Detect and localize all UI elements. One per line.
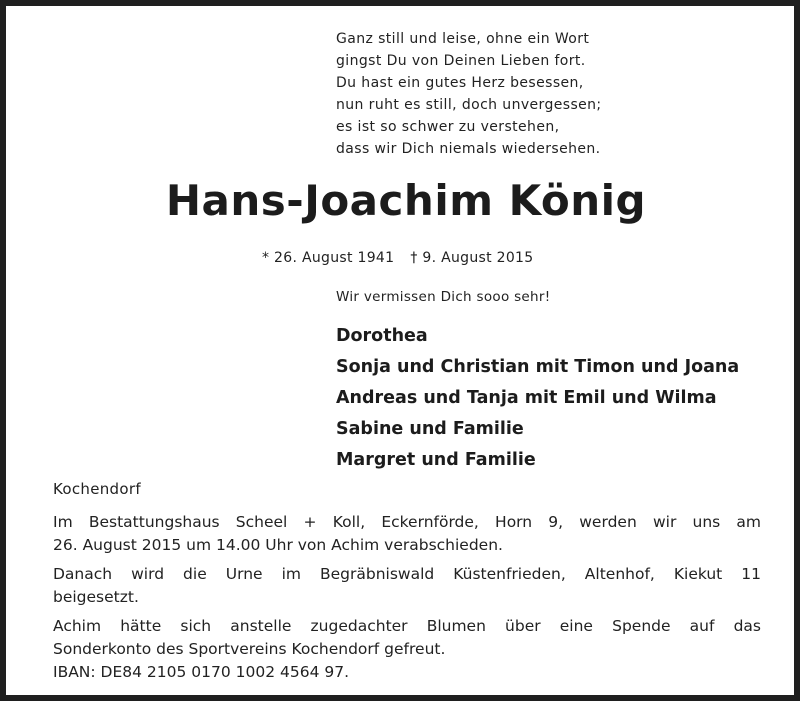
paragraph-burial — [53, 563, 761, 609]
death-date: † 9. August 2015 — [410, 250, 534, 266]
life-dates — [262, 250, 533, 266]
text-line: Im Bestattungshaus Scheel + Koll, Eckernförde, Horn 9, werden wir uns am — [53, 513, 761, 531]
mourner: Sabine und Familie — [336, 419, 524, 439]
deceased-name: Hans-Joachim König — [165, 176, 647, 225]
text-line: Danach wird die Urne im Begräbniswald Küstenfrieden, Altenhof, Kiekut 11 — [53, 565, 761, 583]
text-line: Sonderkonto des Sportvereins Kochendorf gefreut. — [53, 640, 446, 658]
mourner: Margret und Familie — [336, 450, 536, 470]
poem-line: gingst Du von Deinen Lieben fort. — [336, 53, 586, 69]
missed-message: Wir vermissen Dich sooo sehr! — [336, 289, 551, 305]
paragraph-farewell — [53, 511, 761, 557]
text-line: 26. August 2015 um 14.00 Uhr von Achim verabschieden. — [53, 536, 503, 554]
text-line: Achim hätte sich anstelle zugedachter Blumen über eine Spende auf das — [53, 617, 761, 635]
iban: IBAN: DE84 2105 0170 1002 4564 97. — [53, 663, 350, 681]
poem — [336, 28, 602, 160]
birth-date: * 26. August 1941 — [262, 250, 395, 266]
funeral-details — [53, 511, 761, 690]
mourner: Sonja und Christian mit Timon und Joana — [336, 357, 740, 377]
poem-line: es ist so schwer zu verstehen, — [336, 119, 560, 135]
mourner: Dorothea — [336, 326, 428, 346]
poem-line: Ganz still und leise, ohne ein Wort — [336, 31, 590, 47]
mourners-list — [336, 321, 739, 476]
mourner: Andreas und Tanja mit Emil und Wilma — [336, 388, 717, 408]
poem-line: nun ruht es still, doch unvergessen; — [336, 97, 602, 113]
poem-line: dass wir Dich niemals wiedersehen. — [336, 141, 601, 157]
paragraph-donation — [53, 615, 761, 684]
place: Kochendorf — [53, 480, 141, 498]
poem-line: Du hast ein gutes Herz besessen, — [336, 75, 584, 91]
text-line: beigesetzt. — [53, 588, 139, 606]
